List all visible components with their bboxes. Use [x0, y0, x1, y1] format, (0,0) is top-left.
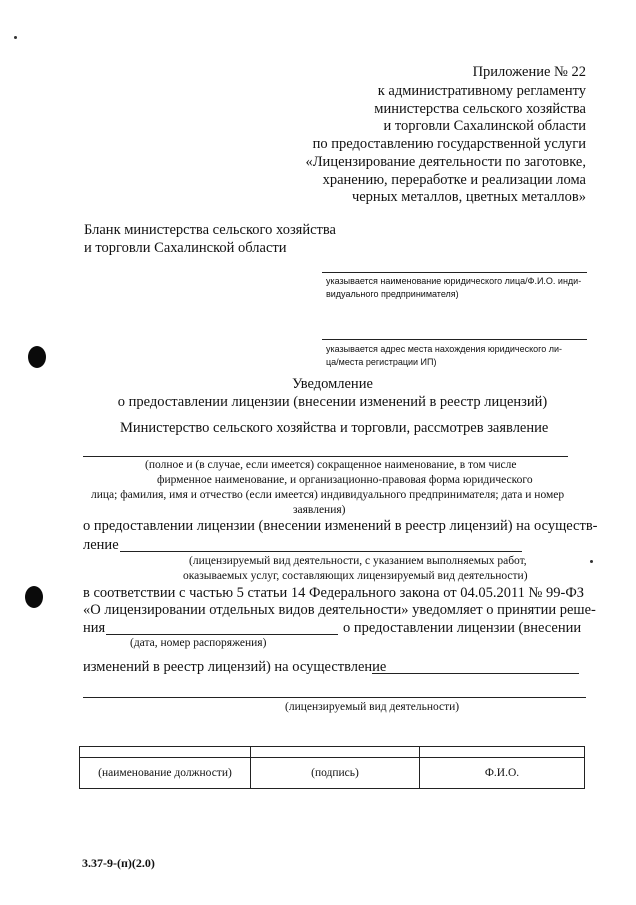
paragraph-law-cont: «О лицензировании отдельных видов деятельности» уведомляет о принятии реше- — [83, 602, 596, 618]
appendix-line: хранению, переработке и реализации лома — [322, 172, 586, 188]
punch-hole-bottom — [25, 586, 43, 608]
appendix-line: и торговли Сахалинской области — [383, 118, 586, 134]
appendix-line: Приложение № 22 — [472, 64, 586, 80]
applicant-hint: (полное и (в случае, если имеется) сокращенное наименование, в том числе — [145, 459, 517, 471]
applicant-line — [83, 456, 568, 457]
appendix-line: черных металлов, цветных металлов» — [351, 189, 586, 205]
signature-table — [79, 746, 585, 789]
paragraph-license: о предоставлении лицензии (внесении изменений в реестр лицензий) на осуществ- — [83, 518, 598, 534]
recipient-address-hint: ца/места регистрации ИП) — [326, 357, 437, 367]
activity-line-2 — [372, 673, 579, 674]
scan-speck — [14, 36, 17, 39]
intro-text: Министерство сельского хозяйства и торговли, рассмотрев заявление — [120, 420, 549, 436]
appendix-line: «Лицензирование деятельности по заготовке, — [305, 154, 586, 170]
name-cell: Ф.И.О. — [420, 758, 585, 789]
activity-hint-short: (лицензируемый вид деятельности) — [285, 701, 460, 713]
recipient-address-line — [322, 339, 587, 340]
activity-line-3 — [83, 697, 586, 698]
document-code: 3.37-9-(п)(2.0) — [82, 856, 155, 870]
applicant-hint: лица; фамилия, имя и отчество (если имеется) индивидуального предпринимателя; дата и номер — [91, 489, 565, 501]
paragraph-law-decision: ния — [83, 620, 106, 636]
signature-cell: (подпись) — [251, 758, 420, 789]
recipient-address-hint: указывается адрес места нахождения юридического ли- — [326, 344, 563, 354]
appendix-line: по предоставлению государственной услуги — [312, 136, 586, 152]
appendix-line: министерства сельского хозяйства — [374, 101, 586, 117]
position-cell: (наименование должности) — [80, 758, 251, 789]
blank-header-line1: Бланк министерства сельского хозяйства — [84, 222, 336, 238]
notice-subtitle: о предоставлении лицензии (внесении изменений в реестр лицензий) — [117, 394, 548, 410]
applicant-hint: фирменное наименование, и организационно-правовая форма юридического — [157, 474, 533, 486]
activity-hint: оказываемых услуг, составляющих лицензируемый вид деятельности) — [183, 570, 528, 582]
recipient-name-hint: видуального предпринимателя) — [326, 289, 459, 299]
punch-hole-top — [28, 346, 46, 368]
appendix-line: к административному регламенту — [377, 83, 586, 99]
paragraph-changes: изменений в реестр лицензий) на осуществление — [83, 659, 387, 675]
paragraph-license-cont: ление — [83, 537, 119, 553]
recipient-name-line — [322, 272, 587, 273]
paragraph-law-decision-cont: о предоставлении лицензии (внесении — [343, 620, 582, 636]
paragraph-law: в соответствии с частью 5 статьи 14 Федерального закона от 04.05.2011 № 99-ФЗ — [83, 585, 585, 601]
order-hint: (дата, номер распоряжения) — [130, 637, 267, 649]
applicant-hint: заявления) — [293, 504, 346, 516]
activity-hint: (лицензируемый вид деятельности, с указанием выполняемых работ, — [189, 555, 527, 567]
scan-speck — [590, 560, 593, 563]
order-line — [106, 634, 338, 635]
activity-line — [120, 551, 522, 552]
blank-header-line2: и торговли Сахалинской области — [84, 240, 287, 256]
notice-title: Уведомление — [292, 376, 373, 392]
recipient-name-hint: указывается наименование юридического лица/Ф.И.О. инди- — [326, 276, 582, 286]
